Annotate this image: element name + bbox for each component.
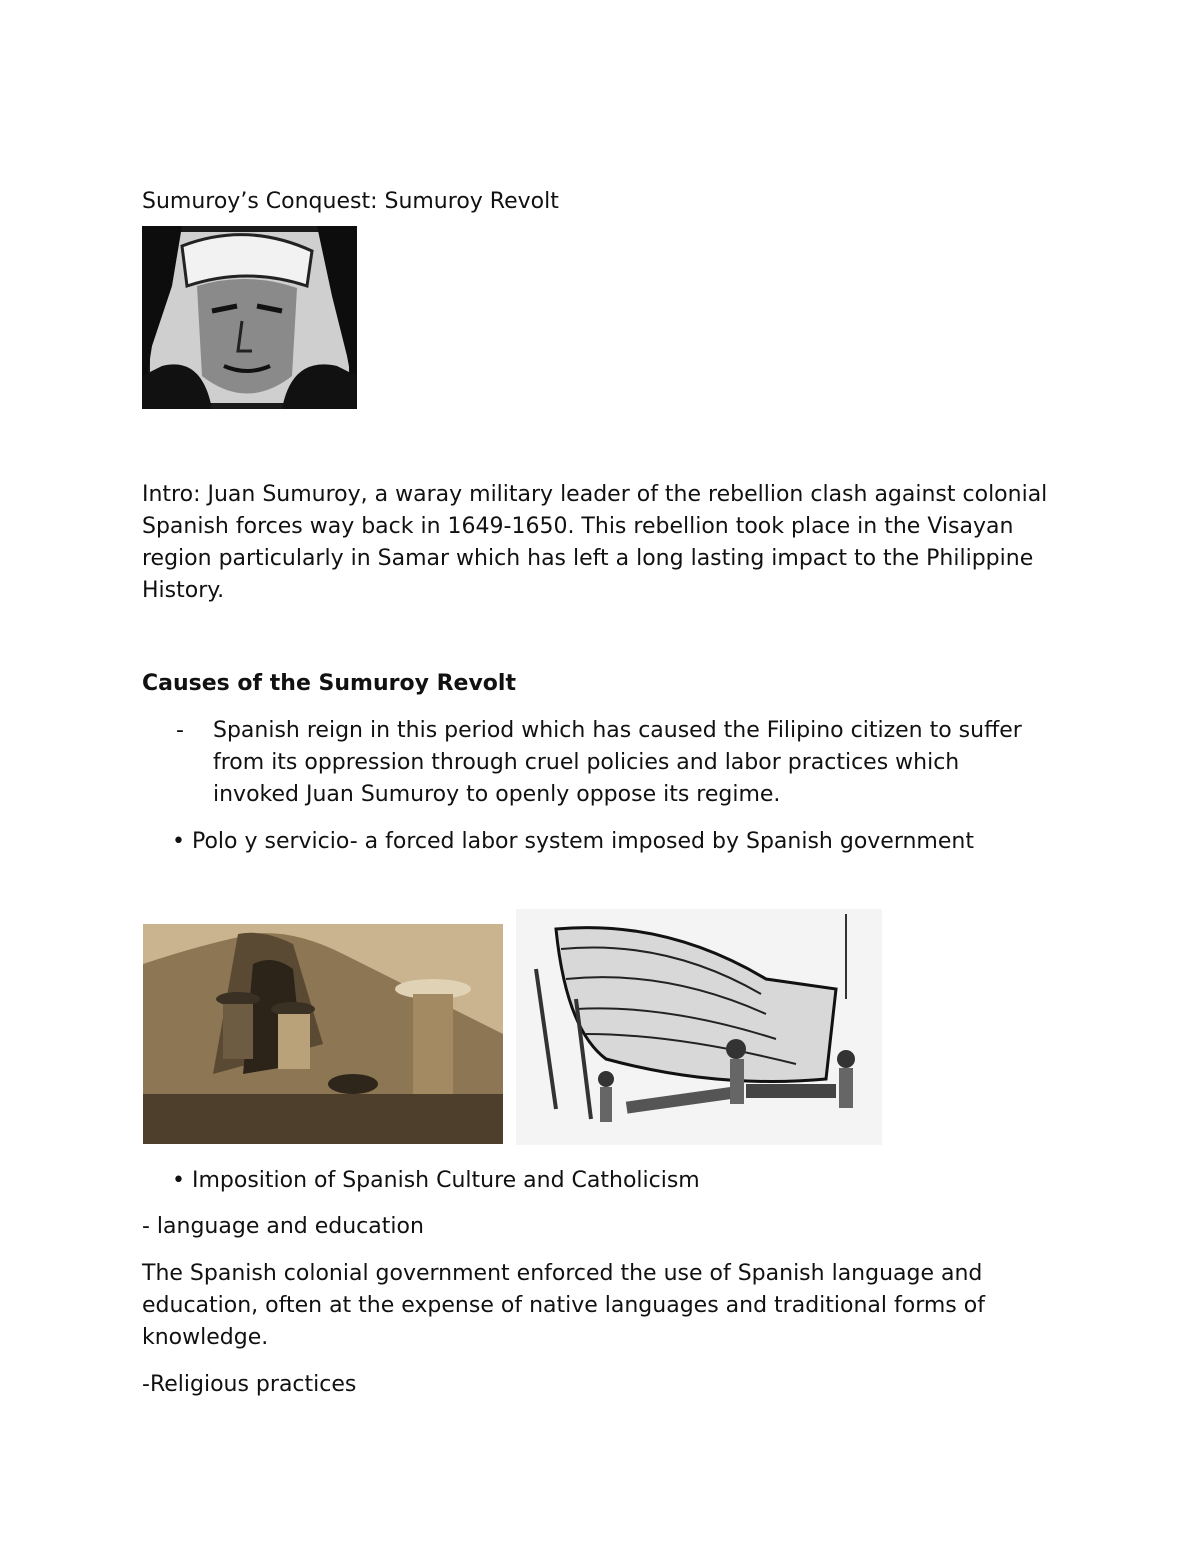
cause-text: Spanish reign in this period which has caused the Filipino citizen to suffer from its oppression through cruel policies and labor practices which invoked Juan Sumuroy to openly oppose its regime.	[213, 718, 1022, 807]
language-education-line: - language and education	[142, 1214, 424, 1239]
forced-labor-photo	[143, 924, 503, 1144]
language-paragraph: The Spanish colonial government enforced the use of Spanish language and education, often at the expense of native languages and traditional forms of knowledge.	[142, 1261, 985, 1350]
intro-paragraph: Intro: Juan Sumuroy, a waray military leader of the rebellion clash against colonial Spanish forces way back in 1649-1650. This rebellion took place in the Visayan region particularly in Samar which has left a long lasting impact to the Philippine History.	[142, 482, 1048, 603]
document-title: Sumuroy’s Conquest: Sumuroy Revolt	[142, 189, 559, 214]
religious-practices-line: -Religious practices	[142, 1372, 357, 1397]
bullet-polo-y-servicio: • Polo y servicio- a forced labor system imposed by Spanish government	[172, 829, 974, 854]
sumuroy-portrait-image	[142, 226, 357, 409]
bullet-imposition: • Imposition of Spanish Culture and Catholicism	[172, 1168, 700, 1193]
causes-heading: Causes of the Sumuroy Revolt	[142, 671, 516, 696]
galleon-construction-illustration	[516, 909, 882, 1145]
dash-marker: -	[176, 718, 184, 743]
